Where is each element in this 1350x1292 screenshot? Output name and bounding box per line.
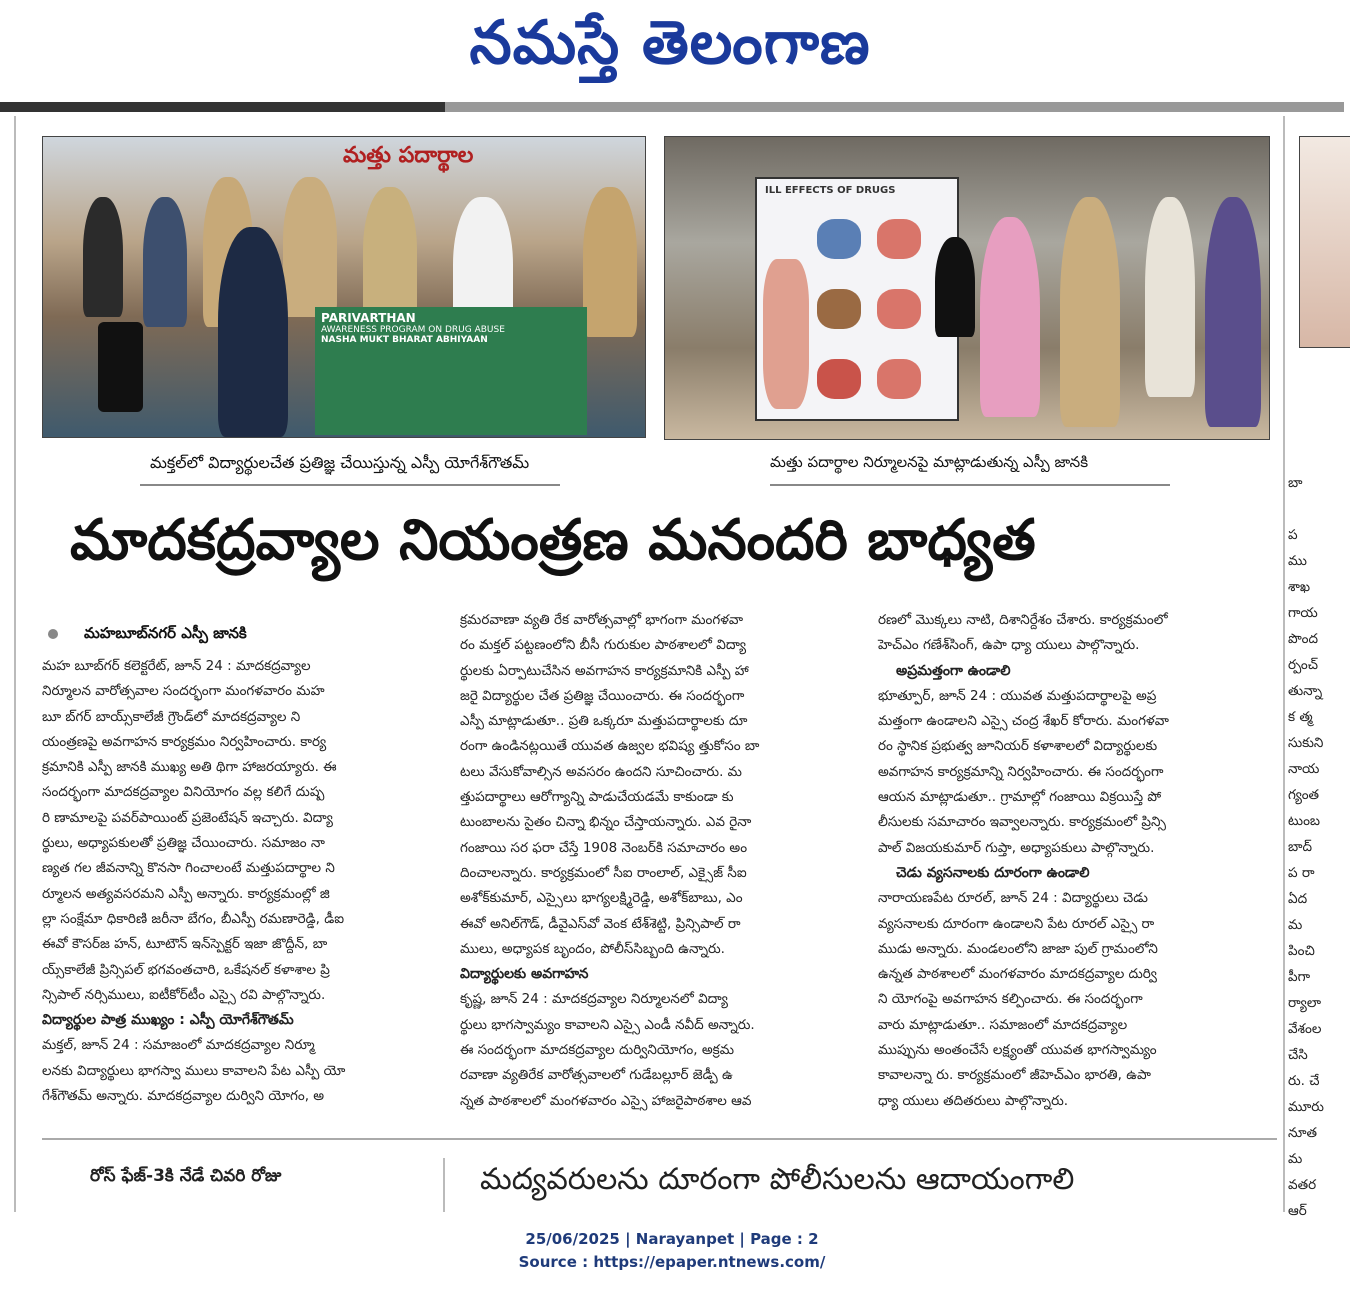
article-line: పాల్ విజయకుమార్ గుప్తా, అధ్యాపకులు పాల్గొన్నారు.: [878, 839, 1155, 856]
article-line: ర్థులు భాగస్వామ్యం కావాలని ఎస్సై ఎండీ నవీద్ అన్నారు.: [460, 1016, 755, 1033]
adjacent-article-strip: [1288, 470, 1344, 1219]
strip-line: రు. చే: [1288, 1073, 1320, 1089]
strip-line: చేసి: [1288, 1047, 1308, 1063]
article-line: హెచ్‌ఎం గణేశ్‌సింగ్, ఉపా ధ్యా యులు పాల్గొన్నారు.: [878, 637, 1140, 654]
article-line: ముప్పును అంతంచేసే లక్ష్యంతో యువత భాగస్వామ్యం: [878, 1042, 1157, 1059]
article-line: ధ్యా యులు తదితరులు పాల్గొన్నారు.: [878, 1092, 1069, 1109]
person-figure: [143, 197, 187, 327]
article-line: క్రమరవాణా వ్యతి రేక వారోత్సవాల్లో భాగంగా మంగళవా: [460, 612, 744, 628]
organ-image: [877, 219, 921, 259]
projection-screen: [755, 177, 959, 421]
sp-janaki-figure: [1060, 197, 1120, 427]
article-line: న్సిపాల్ నర్సిములు, ఐటీకోర్‌టీం ఎస్సై రవి పాల్గొన్నారు.: [42, 986, 326, 1003]
article-line: ర్మూలన అత్యవసరమని ఎస్పీ అన్నారు. కార్యక్రమంల్లో జి: [42, 885, 330, 902]
organ-image: [877, 289, 921, 329]
article-line: యంత్రణపై అవగాహన కార్యక్రమం నిర్వహించారు. కార్య: [42, 733, 327, 750]
strip-line: ర్పంచ్: [1288, 657, 1318, 673]
article-line: య్స్‌కాలేజీ ప్రిన్సిపల్ భగవంతచారి, ఒకేషనల్ కళాశాల ప్రి: [42, 961, 330, 978]
subheading: విద్యార్థుల పాత్ర ముఖ్యం : ఎస్పీ యోగేశ్‌గౌతమ్: [42, 1012, 294, 1029]
strip-line: ప రా: [1288, 865, 1315, 881]
article-line: ఆయన మాట్లాడుతూ.. గ్రామాల్లో గంజాయి విక్రయిస్తే పో: [878, 789, 1162, 806]
masthead-rule-light: [445, 102, 1344, 112]
footer-source: Source : https://epaper.ntnews.com/: [518, 1253, 826, 1271]
strip-line: తున్నా: [1288, 683, 1323, 699]
strip-line: సుకుని: [1288, 735, 1324, 751]
strip-line: ఏద: [1288, 891, 1308, 907]
article-column-3: [878, 608, 1278, 1114]
article-column-1: [42, 654, 437, 1109]
column-3-body-b: [878, 684, 1278, 861]
person-figure: [1205, 197, 1261, 427]
body-anatomy-image: [763, 259, 809, 409]
column-2-body: [460, 608, 865, 962]
photo-caption-right: మత్తు పదార్థాల నిర్మూలనపై మాట్లాడుతున్న ఎస్పీ జానకి: [770, 453, 1089, 471]
article-line: ములు, అధ్యాపక బృందం, పోలీస్‌సిబ్బంది ఉన్నారు.: [460, 940, 725, 957]
column-1-body: [42, 654, 437, 1008]
person-figure: [363, 187, 417, 327]
strip-line: పీగా: [1288, 969, 1311, 985]
article-line: గేశ్‌గౌతమ్ అన్నారు. మాదకద్రవ్యాల దుర్విని యోగం, అ: [42, 1088, 325, 1105]
backdrop-banner-text: మత్తు పదార్థాల: [343, 143, 474, 168]
article-line: లనకు విద్యార్థులు భాగస్వా ములు కావాలని పేట ఎస్పీ యో: [42, 1062, 346, 1079]
article-line: బూ బ్‌గర్ బాయ్స్‌కాలేజీ గ్రౌండ్‌లో మాదకద్రవ్యాల ని: [42, 708, 301, 725]
article-line: రవాణా వ్యతిరేక వారోత్సవాలలో గుడేబల్లూర్ జెడ్పీ ఉ: [460, 1067, 733, 1084]
article-line: రణలో మొక్కలు నాటి, దిశానిర్దేశం చేశారు. కార్యక్రమంలో: [878, 612, 1168, 628]
main-headline: మాదకద్రవ్యాల నియంత్రణ మనందరి బాధ్యత: [70, 508, 1036, 573]
speaker-figure: [218, 227, 288, 437]
article-line: న్నత పాఠశాలలో మంగళవారం ఎస్సై హాజరైపాఠశాల ఆవ: [460, 1092, 752, 1109]
article-line: ణ్యత గల జీవనాన్ని కొనసా గించాలంటే మత్తుపదార్థాల ని: [42, 860, 335, 877]
newspaper-title: నమస్తే తెలంగాణ: [469, 8, 871, 78]
speaker-box: [98, 322, 143, 412]
organ-image: [817, 289, 861, 329]
footer-date-edition: 25/06/2025 | Narayanpet | Page : 2: [525, 1230, 819, 1248]
article-line: ఎస్పీ మాట్లాడుతూ.. ప్రతి ఒక్కరూ మత్తుపదార్థాలకు దూ: [460, 713, 748, 730]
article-line: మహ బూబ్‌గర్ కలెక్టరేట్, జూన్ 24 : మాదకద్రవ్యాల: [42, 658, 311, 674]
article-line: రంగా ఉండినట్లయితే యువత ఉజ్వల భవిష్య త్తుకోసం బా: [460, 738, 760, 755]
article-line: మక్తల్, జూన్ 24 : సమాజంలో మాదకద్రవ్యాల నిర్మూ: [42, 1037, 315, 1054]
banner-line: NASHA MUKT BHARAT ABHIYAAN: [321, 335, 488, 345]
photo-partial-right: [1299, 136, 1350, 348]
strip-line: నాయ: [1288, 761, 1320, 777]
subheading: చెడు వ్యసనాలకు దూరంగా ఉండాలి: [896, 864, 1090, 881]
subheading: అప్రమత్తంగా ఉండాలి: [896, 662, 1011, 679]
article-line: క్రమానికి ఎస్పీ జానకి ముఖ్య అతి థిగా హాజరయ్యారు. ఈ: [42, 759, 337, 776]
strip-line: బాద్‌: [1288, 839, 1313, 855]
strip-line: టుంబ: [1288, 813, 1321, 829]
article-line: జరై విద్యార్థుల చేత ప్రతిజ్ఞ చేయించారు. ఈ సందర్భంగా: [460, 687, 745, 704]
strip-line: ప: [1288, 527, 1298, 543]
strip-line: ర్యాలా: [1288, 995, 1321, 1011]
article-line: మత్తంగా ఉండాలని ఎస్సై చంద్ర శేఖర్ కోరారు. మంగళవా: [878, 713, 1169, 730]
article-line: నారాయణపేట రూరల్, జూన్ 24 : విద్యార్థులు చెడు: [878, 890, 1148, 907]
bullet-icon: [48, 629, 58, 639]
photo-pledge-makthal: [42, 136, 646, 438]
article-line: ఉన్నత పాఠశాలలో మంగళవారం మాదకద్రవ్యాల దుర్వి: [878, 966, 1157, 983]
article-line: ఈవో కౌసర్‌జ హన్, టూటౌన్ ఇన్‌స్పెక్టర్ ఇజా జొద్దీన్, బా: [42, 936, 328, 953]
masthead: [0, 0, 1344, 100]
banner-line: PARIVARTHAN: [321, 311, 416, 325]
strip-line: మ: [1288, 1151, 1303, 1167]
strip-line: ఆర్: [1288, 1203, 1307, 1219]
article-line: టుంబాలను సైతం చిన్నా భిన్నం చేస్తాయన్నారు. ఎవ రైనా: [460, 814, 752, 831]
byline-text: మహబూబ్‌నగర్ ఎస్పీ జానకి: [84, 624, 247, 642]
person-figure: [935, 237, 975, 337]
article-line: అవగాహన కార్యక్రమాన్ని నిర్వహించారు. ఈ సందర్భంగా: [878, 763, 1164, 780]
byline: [48, 624, 247, 646]
article-column-2: [460, 608, 865, 1114]
article-line: రం స్థానిక ప్రభుత్వ జూనియర్ కళాశాలలో విద్యార్థులకు: [878, 738, 1158, 755]
organ-image: [817, 359, 861, 399]
subheading: విద్యార్థులకు అవగాహన: [460, 966, 589, 983]
article-line: టలు వేసుకోవాల్సిన అవసరం ఉందని సూచించారు. మ: [460, 763, 742, 780]
person-figure: [980, 217, 1040, 417]
strip-line: మూరు: [1288, 1099, 1324, 1115]
column-3-body-c: [878, 886, 1278, 1114]
article-line: దించాలన్నారు. కార్యక్రమంలో సీఐ రాంలాల్, ఎక్సైజ్ సీఐ: [460, 864, 747, 881]
bottom-rule: [42, 1138, 1277, 1140]
photo-sp-janaki-speaking: [664, 136, 1270, 440]
article-line: వ్యసనాలకు దూరంగా ఉండాలని పేట రూరల్ ఎస్సై రా: [878, 915, 1155, 932]
strip-line: బా: [1288, 475, 1303, 491]
column-3-body-a: [878, 608, 1278, 659]
strip-line: క త్మ: [1288, 709, 1313, 725]
person-figure: [583, 187, 637, 337]
strip-line: వతర: [1288, 1177, 1317, 1193]
article-line: త్తుపదార్థాలు ఆరోగ్యాన్ని పాడుచేయడమే కాకుండా కు: [460, 789, 734, 806]
person-figure: [83, 197, 123, 317]
screen-title: ILL EFFECTS OF DRUGS: [765, 185, 896, 196]
article-line: అశోక్‌కుమార్, ఎస్సైలు భాగ్యలక్ష్మిరెడ్డి, అశోక్‌బాబు, ఎం: [460, 890, 743, 907]
bottom-teaser-left: రోస్ ఫేజ్-3కి నేడే చివరి రోజు: [90, 1166, 282, 1186]
organ-image: [817, 219, 861, 259]
article-line: రి ణామాలపై పవర్‌పాయింట్ ప్రజెంటేషన్ ఇచ్చారు. విద్యా: [42, 809, 333, 826]
article-line: ని యోగంపై అవగాహన కల్పించారు. ఈ సందర్భంగా: [878, 991, 1143, 1008]
strip-line: [1288, 496, 1344, 522]
article-line: ఈ సందర్భంగా మాదకద్రవ్యాల దుర్వినియోగం, అక్రమ: [460, 1042, 734, 1059]
banner-line: AWARENESS PROGRAM ON DRUG ABUSE: [321, 325, 505, 335]
photo-caption-left: మక్తల్‌లో విద్యార్థులచేత ప్రతిజ్ఞ చేయిస్తున్న ఎస్పీ యోగేశ్‌గౌతమ్: [150, 453, 530, 472]
strip-line: గాయ: [1288, 605, 1318, 621]
article-line: నిర్మూలన వారోత్సవాల సందర్భంగా మంగళవారం మహ: [42, 683, 325, 700]
article-line: ఈవో అనిల్‌గౌడ్, డీవైఎస్‌వో వెంక టేశ్‌శెట్టి, ప్రిన్సిపాల్ రా: [460, 915, 741, 932]
article-line: వారు మాట్లాడుతూ.. సమాజంలో మాదకద్రవ్యాల: [878, 1016, 1128, 1033]
strip-line: పించి: [1288, 943, 1315, 959]
strip-line: మ: [1288, 917, 1303, 933]
article-line: గంజాయి సర ఫరా చేస్తే 1908 నెంబర్‌కి సమాచారం అం: [460, 839, 748, 856]
strip-line: శాఖ: [1288, 579, 1311, 595]
awareness-banner: [315, 307, 587, 435]
organ-image: [877, 359, 921, 399]
right-column-divider: [1283, 116, 1285, 1212]
article-line: భూత్పూర్, జూన్ 24 : యువత మత్తుపదార్థాలపై అప్ర: [878, 687, 1157, 704]
strip-line: గ్యంత: [1288, 787, 1320, 803]
strip-line: పొంద: [1288, 631, 1318, 647]
caption-underline: [770, 484, 1170, 486]
article-line: కృష్ణ, జూన్ 24 : మాదకద్రవ్యాల నిర్మూలనలో విద్యా: [460, 991, 728, 1008]
article-line: ర్థులకు ఏర్పాటుచేసిన అవగాహన కార్యక్రమానికి ఎస్పీ హా: [460, 662, 749, 679]
article-line: కావాలన్నా రు. కార్యక్రమంలో జీహెచ్‌ఎం భారతి, ఉపా: [878, 1067, 1151, 1084]
article-line: ర్థులు, అధ్యాపకులతో ప్రతిజ్ఞ చేయించారు. సమాజం నా: [42, 835, 325, 852]
person-figure: [1145, 197, 1195, 397]
masthead-rule-dark: [0, 102, 445, 112]
strip-line: ము: [1288, 553, 1307, 569]
caption-underline: [140, 484, 560, 486]
strip-line: నూత: [1288, 1125, 1317, 1141]
bottom-teaser-right: మద్యవరులను దూరంగా పోలీసులను ఆదాయంగాలి: [480, 1162, 1075, 1197]
person-figure: [283, 177, 337, 317]
left-page-border: [14, 116, 16, 1212]
article-line: సందర్భంగా మాదకద్రవ్యాల వినియోగం వల్ల కలిగే దుష్ప: [42, 784, 325, 801]
article-line: ల్లా సంక్షేమా ధికారిణి జరీనా బేగం, బీఎస్పీ రమణారెడ్డి, డీఐ: [42, 910, 345, 927]
strip-line: వేశంల: [1288, 1021, 1322, 1037]
article-line: లీసులకు సమాచారం ఇవ్వాలన్నారు. కార్యక్రమంలో ప్రిన్సి: [878, 814, 1166, 831]
bottom-divider: [443, 1158, 445, 1212]
column-1-body-b: [42, 1033, 437, 1109]
article-line: ముడు అన్నారు. మండలంలోని జాజా పుల్ గ్రామంలోని: [878, 940, 1158, 957]
article-line: రం మక్తల్ పట్టణంలోని బీసీ గురుకుల పాఠశాలలో విద్యా: [460, 637, 747, 654]
column-2-body-b: [460, 987, 865, 1113]
